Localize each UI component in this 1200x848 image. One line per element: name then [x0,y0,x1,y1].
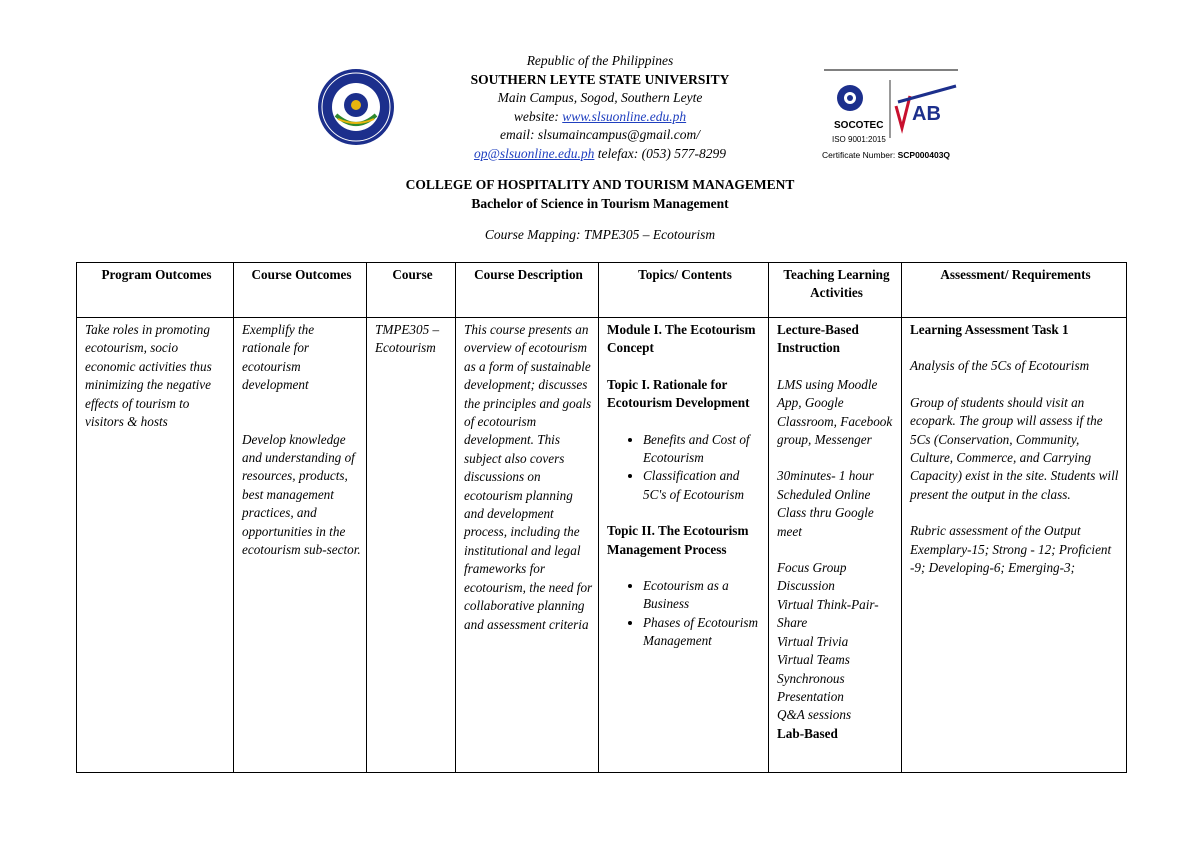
topic-2-title: Topic II. The Ecotourism Management Process [607,523,749,557]
course-outcome-1: Exemplify the rationale for ecotourism development [242,322,315,393]
letterhead [380,52,820,163]
cert-number [822,150,950,160]
website-line [380,108,820,127]
header-program-outcomes: Program Outcomes [77,263,234,318]
cell-course-description: This course presents an overview of ecotourism as a form of sustainable development; discusses the principles and goals of ecotourism development. This subject also covers discussions on ecotourism planning and development process, including the institutional and legal frameworks for ecotourism, the need for collaborative planning and assessment criteria [456,318,599,773]
course-mapping-title: Course Mapping: TMPE305 – Ecotourism [484,227,716,242]
tla-lms: LMS using Moodle App, Google Classroom, Facebook group, Messenger [777,376,893,448]
table-row [77,318,1127,773]
header-course-description: Course Description [456,263,599,318]
college-name: COLLEGE OF HOSPITALITY AND TOURISM MANAGEMENT [405,177,795,192]
assessment-title: Learning Assessment Task 1 [910,322,1069,337]
cert-number-value: SCP000403Q [897,150,951,160]
cell-assessment [902,318,1127,773]
republic-line: Republic of the Philippines [526,53,674,68]
campus-line: Main Campus, Sogod, Southern Leyte [497,90,703,105]
cell-tla [769,318,902,773]
topic-1-list [607,431,763,505]
program-name: Bachelor of Science in Tourism Management [471,196,729,211]
topic-1-title: Topic I. Rationale for Ecotourism Development [607,376,750,411]
website-label: website: [513,108,563,124]
cell-course: TMPE305 – Ecotourism [367,318,456,773]
cell-topics [599,318,769,773]
list-item: Virtual Teams [777,652,850,668]
email-telefax-line [380,145,820,164]
header-assessment: Assessment/ Requirements [902,263,1127,318]
assessment-analysis: Analysis of the 5Cs of Ecotourism [910,358,1090,374]
cert-iso: ISO 9001:2015 [832,135,886,144]
list-item: • Ecotourism as a Business [643,577,763,614]
header-course-outcomes: Course Outcomes [234,263,367,318]
assessment-rubric: Rubric assessment of the Output Exemplary-15; Strong - 12; Proficient -9; Developing-6; Emerging-3; [910,523,1112,576]
list-item: • Classification and 5C's of Ecotourism [643,467,763,504]
table-header-row [77,263,1127,318]
tla-lab: Lab-Based [777,725,838,741]
course-outcome-2: Develop knowledge and understanding of resources, products, best management practices, and opportunities in the ecotourism sub-sector. [242,431,361,558]
cell-program-outcomes: Take roles in promoting ecotourism, socio economic activities thus minimizing the negative effects of tourism to visitors & hosts [77,318,234,773]
cert-mark: AB [912,103,941,125]
topic-2-list [607,577,763,651]
tla-schedule: 30minutes- 1 hour Scheduled Online Class thru Google meet [777,468,874,539]
header-tla: Teaching Learning Activities [769,263,902,318]
cell-course-outcomes [234,318,367,773]
list-item: Virtual Trivia [777,633,849,649]
university-name: SOUTHERN LEYTE STATE UNIVERSITY [470,71,730,87]
email-line: email: slsumaincampus@gmail.com/ [500,127,700,142]
header-topics: Topics/ Contents [599,263,769,318]
list-item: • Benefits and Cost of Ecotourism [643,431,763,468]
list-item: Q&A sessions [777,707,852,723]
certification-logo [822,68,960,162]
email-link[interactable]: op@slsuonline.edu.ph [473,145,595,161]
list-item: Virtual Think-Pair- Share [777,596,879,631]
list-item: • Phases of Ecotourism Management [643,614,763,651]
course-mapping-table [76,262,1127,773]
list-item: Focus Group Discussion [777,560,847,594]
list-item: Synchronous Presentation [777,670,845,704]
cert-number-label: Certificate Number: [822,150,898,160]
telefax-text: telefax: (053) 577-8299 [594,145,726,161]
tla-lecture: Lecture-Based Instruction [777,322,859,356]
website-link[interactable]: www.slsuonline.edu.ph [562,108,687,124]
cert-brand: SOCOTEC [834,120,884,131]
header-course: Course [367,263,456,318]
module-title: Module I. The Ecotourism Concept [607,322,756,356]
assessment-group: Group of students should visit an ecopark. The group will assess if the 5Cs (Conservation, Community, Culture, Commerce, and Carrying Capacity) exist in the site. Students will present the output in the class. [910,394,1119,502]
college-heading [300,175,900,213]
